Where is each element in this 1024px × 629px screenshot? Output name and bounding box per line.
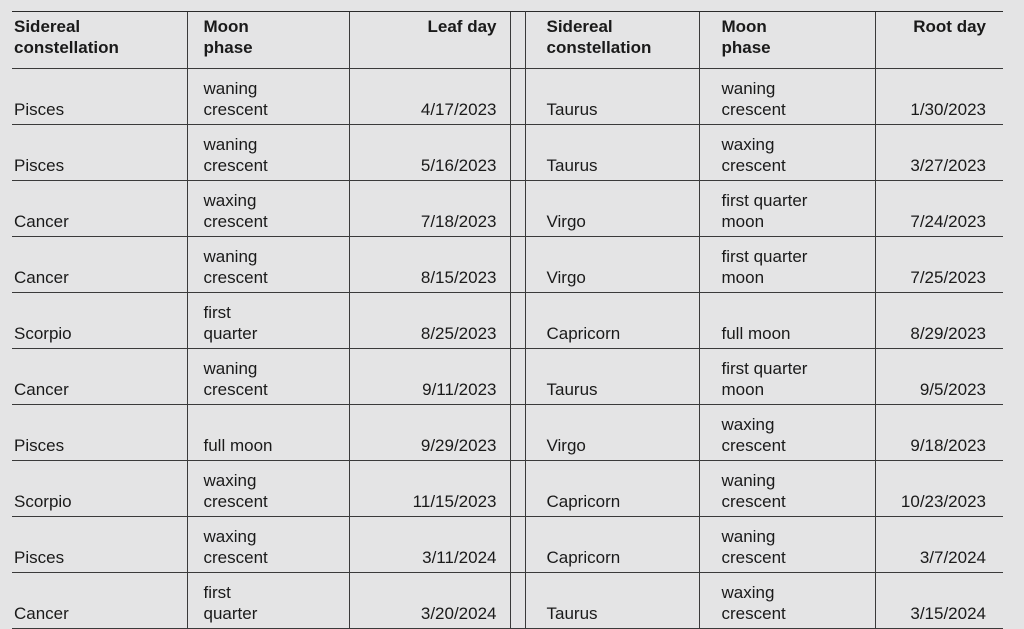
table-row xyxy=(12,125,1003,181)
header-moon-phase: Moon phase xyxy=(187,12,349,69)
cell-constellation: Scorpio xyxy=(12,461,187,517)
cell-leaf-day: 3/20/2024 xyxy=(349,573,510,629)
column-gap xyxy=(510,461,525,517)
cell-constellation-2: Taurus xyxy=(525,573,699,629)
table-row xyxy=(12,181,1003,237)
cell-moon-phase-2: first quarter moon xyxy=(699,349,875,405)
cell-root-day: 8/29/2023 xyxy=(875,293,1003,349)
cell-constellation-2: Taurus xyxy=(525,349,699,405)
cell-leaf-day: 7/18/2023 xyxy=(349,181,510,237)
cell-leaf-day: 9/29/2023 xyxy=(349,405,510,461)
cell-moon-phase: waxing crescent xyxy=(187,181,349,237)
cell-root-day: 3/7/2024 xyxy=(875,517,1003,573)
header-constellation-2: Sidereal constellation xyxy=(525,12,699,69)
cell-moon-phase-2: waxing crescent xyxy=(699,573,875,629)
cell-leaf-day: 8/25/2023 xyxy=(349,293,510,349)
cell-constellation-2: Capricorn xyxy=(525,517,699,573)
cell-leaf-day: 11/15/2023 xyxy=(349,461,510,517)
cell-moon-phase-2: waning crescent xyxy=(699,517,875,573)
moon-calendar-table xyxy=(12,11,1003,629)
cell-moon-phase: waning crescent xyxy=(187,69,349,125)
column-gap xyxy=(510,349,525,405)
table-row xyxy=(12,573,1003,629)
cell-constellation: Scorpio xyxy=(12,293,187,349)
table-row xyxy=(12,461,1003,517)
cell-leaf-day: 8/15/2023 xyxy=(349,237,510,293)
cell-constellation-2: Taurus xyxy=(525,69,699,125)
cell-moon-phase: full moon xyxy=(187,405,349,461)
cell-leaf-day: 9/11/2023 xyxy=(349,349,510,405)
column-gap xyxy=(510,237,525,293)
table-row xyxy=(12,293,1003,349)
cell-constellation: Cancer xyxy=(12,573,187,629)
cell-root-day: 7/25/2023 xyxy=(875,237,1003,293)
cell-constellation: Pisces xyxy=(12,69,187,125)
header-row xyxy=(12,12,1003,69)
table-row xyxy=(12,517,1003,573)
cell-moon-phase-2: waning crescent xyxy=(699,69,875,125)
cell-constellation-2: Virgo xyxy=(525,181,699,237)
cell-moon-phase: waning crescent xyxy=(187,125,349,181)
column-gap xyxy=(510,293,525,349)
cell-moon-phase-2: waxing crescent xyxy=(699,125,875,181)
cell-root-day: 7/24/2023 xyxy=(875,181,1003,237)
header-leaf-day: Leaf day xyxy=(349,12,510,69)
cell-leaf-day: 4/17/2023 xyxy=(349,69,510,125)
table-row xyxy=(12,405,1003,461)
cell-constellation-2: Taurus xyxy=(525,125,699,181)
table-row xyxy=(12,237,1003,293)
cell-constellation-2: Capricorn xyxy=(525,461,699,517)
column-gap xyxy=(510,181,525,237)
cell-constellation: Pisces xyxy=(12,125,187,181)
cell-moon-phase: waning crescent xyxy=(187,349,349,405)
cell-moon-phase-2: first quarter moon xyxy=(699,181,875,237)
header-root-day: Root day xyxy=(875,12,1003,69)
cell-root-day: 9/18/2023 xyxy=(875,405,1003,461)
cell-moon-phase: first quarter xyxy=(187,573,349,629)
cell-constellation-2: Virgo xyxy=(525,405,699,461)
column-gap xyxy=(510,405,525,461)
cell-moon-phase: first quarter xyxy=(187,293,349,349)
cell-constellation: Cancer xyxy=(12,181,187,237)
cell-moon-phase: waxing crescent xyxy=(187,461,349,517)
column-gap xyxy=(510,125,525,181)
cell-leaf-day: 3/11/2024 xyxy=(349,517,510,573)
cell-root-day: 3/27/2023 xyxy=(875,125,1003,181)
cell-root-day: 1/30/2023 xyxy=(875,69,1003,125)
cell-moon-phase-2: first quarter moon xyxy=(699,237,875,293)
cell-constellation-2: Virgo xyxy=(525,237,699,293)
cell-moon-phase: waning crescent xyxy=(187,237,349,293)
cell-leaf-day: 5/16/2023 xyxy=(349,125,510,181)
cell-moon-phase-2: waning crescent xyxy=(699,461,875,517)
column-gap xyxy=(510,69,525,125)
cell-moon-phase-2: full moon xyxy=(699,293,875,349)
cell-root-day: 3/15/2024 xyxy=(875,573,1003,629)
cell-root-day: 9/5/2023 xyxy=(875,349,1003,405)
cell-constellation: Pisces xyxy=(12,405,187,461)
table-row xyxy=(12,69,1003,125)
column-gap xyxy=(510,12,525,69)
cell-constellation: Pisces xyxy=(12,517,187,573)
cell-moon-phase: waxing crescent xyxy=(187,517,349,573)
column-gap xyxy=(510,573,525,629)
cell-constellation: Cancer xyxy=(12,237,187,293)
column-gap xyxy=(510,517,525,573)
table-row xyxy=(12,349,1003,405)
cell-constellation: Cancer xyxy=(12,349,187,405)
header-constellation: Sidereal constellation xyxy=(12,12,187,69)
header-moon-phase-2: Moon phase xyxy=(699,12,875,69)
cell-constellation-2: Capricorn xyxy=(525,293,699,349)
cell-root-day: 10/23/2023 xyxy=(875,461,1003,517)
cell-moon-phase-2: waxing crescent xyxy=(699,405,875,461)
